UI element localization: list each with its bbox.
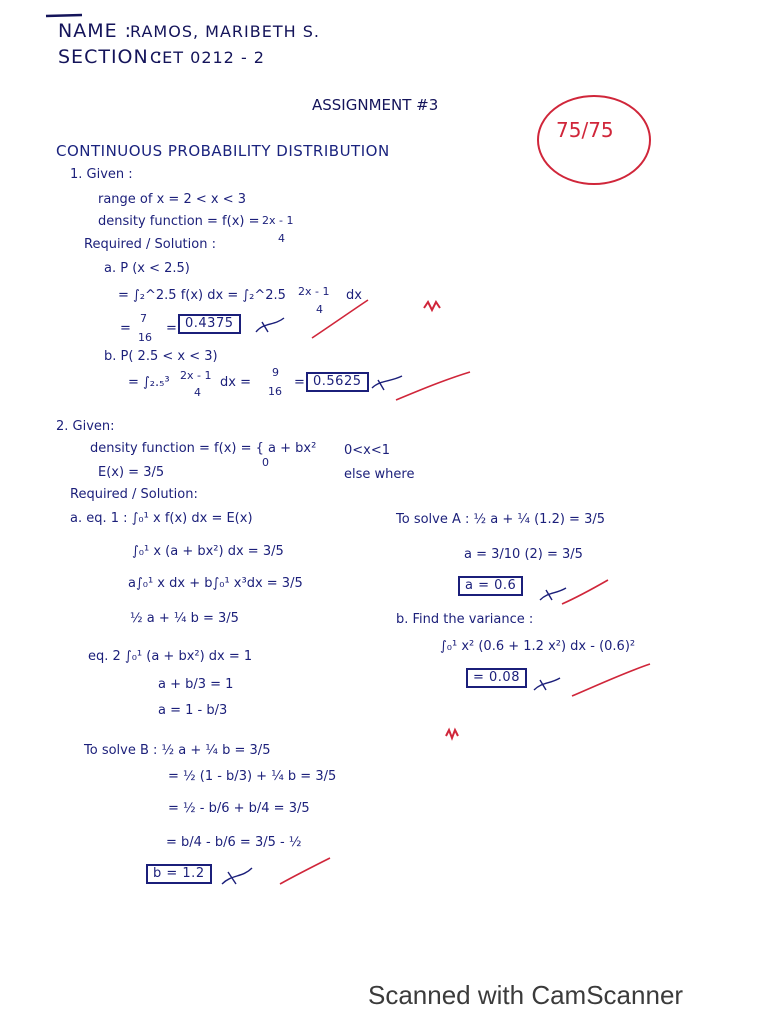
check-mark-1b bbox=[396, 372, 470, 400]
header-overline bbox=[46, 15, 82, 16]
p1-b-frac-num: 2x - 1 bbox=[180, 369, 212, 382]
p2-variance-answer-box: = 0.08 bbox=[466, 668, 527, 688]
camscanner-watermark: Scanned with CamScanner bbox=[368, 980, 684, 1010]
check-mark-2a bbox=[562, 580, 608, 604]
p1-b-line1: = ∫₂.₅³ bbox=[128, 375, 170, 390]
p2-eq2-label: eq. 2 ∫₀¹ (a + bx²) dx = 1 bbox=[88, 649, 253, 664]
score-circle bbox=[538, 96, 650, 184]
p2-solve-a-line2: a = 3/10 (2) = 3/5 bbox=[464, 547, 583, 562]
p1-a-line1: = ∫₂^2.5 f(x) dx = ∫₂^2.5 bbox=[118, 288, 286, 303]
topic-title: CONTINUOUS PROBABILITY DISTRIBUTION bbox=[56, 142, 390, 160]
p1-a-eq2: = bbox=[166, 321, 177, 336]
initials-mark-2 bbox=[446, 730, 458, 738]
check-mark-2b bbox=[572, 664, 650, 696]
p1-density: density function = f(x) = bbox=[98, 214, 260, 229]
p2-variance-label: b. Find the variance : bbox=[396, 612, 534, 627]
p1-b-res-num: 9 bbox=[272, 366, 279, 379]
section-value: CET 0212 - 2 bbox=[150, 48, 265, 67]
section-label: SECTION : bbox=[58, 46, 164, 68]
p2-cond1: 0<x<1 bbox=[344, 443, 391, 458]
p1-b-res-den: 16 bbox=[268, 385, 282, 398]
name-value: RAMOS, MARIBETH S. bbox=[130, 22, 320, 41]
p1-density-num: 2x - 1 bbox=[262, 214, 294, 227]
signature-2a bbox=[540, 588, 566, 600]
p2-eq2-line3: a = 1 - b/3 bbox=[158, 703, 228, 718]
p1-a-res-num: 7 bbox=[140, 312, 147, 325]
signature-1b bbox=[372, 376, 402, 390]
p2-solve-b-line2: = ½ (1 - b/3) + ¼ b = 3/5 bbox=[168, 769, 337, 784]
p1-heading: 1. Given : bbox=[70, 167, 133, 182]
check-mark-2c bbox=[280, 858, 330, 884]
p2-ex: E(x) = 3/5 bbox=[98, 465, 165, 480]
p1-b-dx: dx = bbox=[220, 375, 251, 390]
p2-variance-line2: ∫₀¹ x² (0.6 + 1.2 x²) dx - (0.6)² bbox=[440, 639, 636, 654]
initials-mark-1a bbox=[424, 302, 440, 310]
signature-1a bbox=[256, 318, 284, 332]
p1-b-eq: = bbox=[294, 375, 305, 390]
p1-b-answer-box: 0.5625 bbox=[306, 372, 369, 392]
p2-solve-a-line1: To solve A : ½ a + ¼ (1.2) = 3/5 bbox=[396, 512, 606, 527]
p1-range: range of x = 2 < x < 3 bbox=[98, 192, 246, 207]
p2-heading: 2. Given: bbox=[56, 419, 115, 434]
p1-b-label: b. P( 2.5 < x < 3) bbox=[104, 349, 218, 364]
p2-solve-b-line1: To solve B : ½ a + ¼ b = 3/5 bbox=[84, 743, 271, 758]
p2-eq1-line3: a∫₀¹ x dx + b∫₀¹ x³dx = 3/5 bbox=[128, 576, 303, 591]
p2-eq1-line2: ∫₀¹ x (a + bx²) dx = 3/5 bbox=[132, 544, 284, 559]
check-mark-1a bbox=[312, 300, 368, 338]
p1-a-res-den: 16 bbox=[138, 331, 152, 344]
p2-eq1-line4: ½ a + ¼ b = 3/5 bbox=[130, 611, 239, 626]
p1-a-frac-num: 2x - 1 bbox=[298, 285, 330, 298]
p1-a-dx: dx bbox=[346, 288, 362, 303]
assignment-title: ASSIGNMENT #3 bbox=[312, 96, 439, 114]
p1-a-eq: = bbox=[120, 321, 131, 336]
p2-b-answer-box: b = 1.2 bbox=[146, 864, 212, 884]
p1-density-den: 4 bbox=[278, 232, 285, 245]
score-text: 75/75 bbox=[556, 118, 614, 142]
p2-density: density function = f(x) = { a + bx² bbox=[90, 441, 317, 456]
p1-a-frac-den: 4 bbox=[316, 303, 323, 316]
signature-2b bbox=[534, 678, 560, 690]
p2-eq2-line2: a + b/3 = 1 bbox=[158, 677, 234, 692]
signature-2c bbox=[222, 868, 252, 884]
p2-eq1-label: a. eq. 1 : ∫₀¹ x f(x) dx = E(x) bbox=[70, 511, 253, 526]
p2-density-else: 0 bbox=[262, 456, 269, 469]
p1-required: Required / Solution : bbox=[84, 237, 216, 252]
p2-a-answer-box: a = 0.6 bbox=[458, 576, 523, 596]
p1-b-frac-den: 4 bbox=[194, 386, 201, 399]
p1-a-answer-box: 0.4375 bbox=[178, 314, 241, 334]
p1-a-label: a. P (x < 2.5) bbox=[104, 261, 190, 276]
p2-solve-b-line4: = b/4 - b/6 = 3/5 - ½ bbox=[166, 835, 302, 850]
name-label: NAME : bbox=[58, 20, 133, 42]
p2-required: Required / Solution: bbox=[70, 487, 198, 502]
p2-solve-b-line3: = ½ - b/6 + b/4 = 3/5 bbox=[168, 801, 310, 816]
p2-cond2: else where bbox=[344, 467, 415, 482]
